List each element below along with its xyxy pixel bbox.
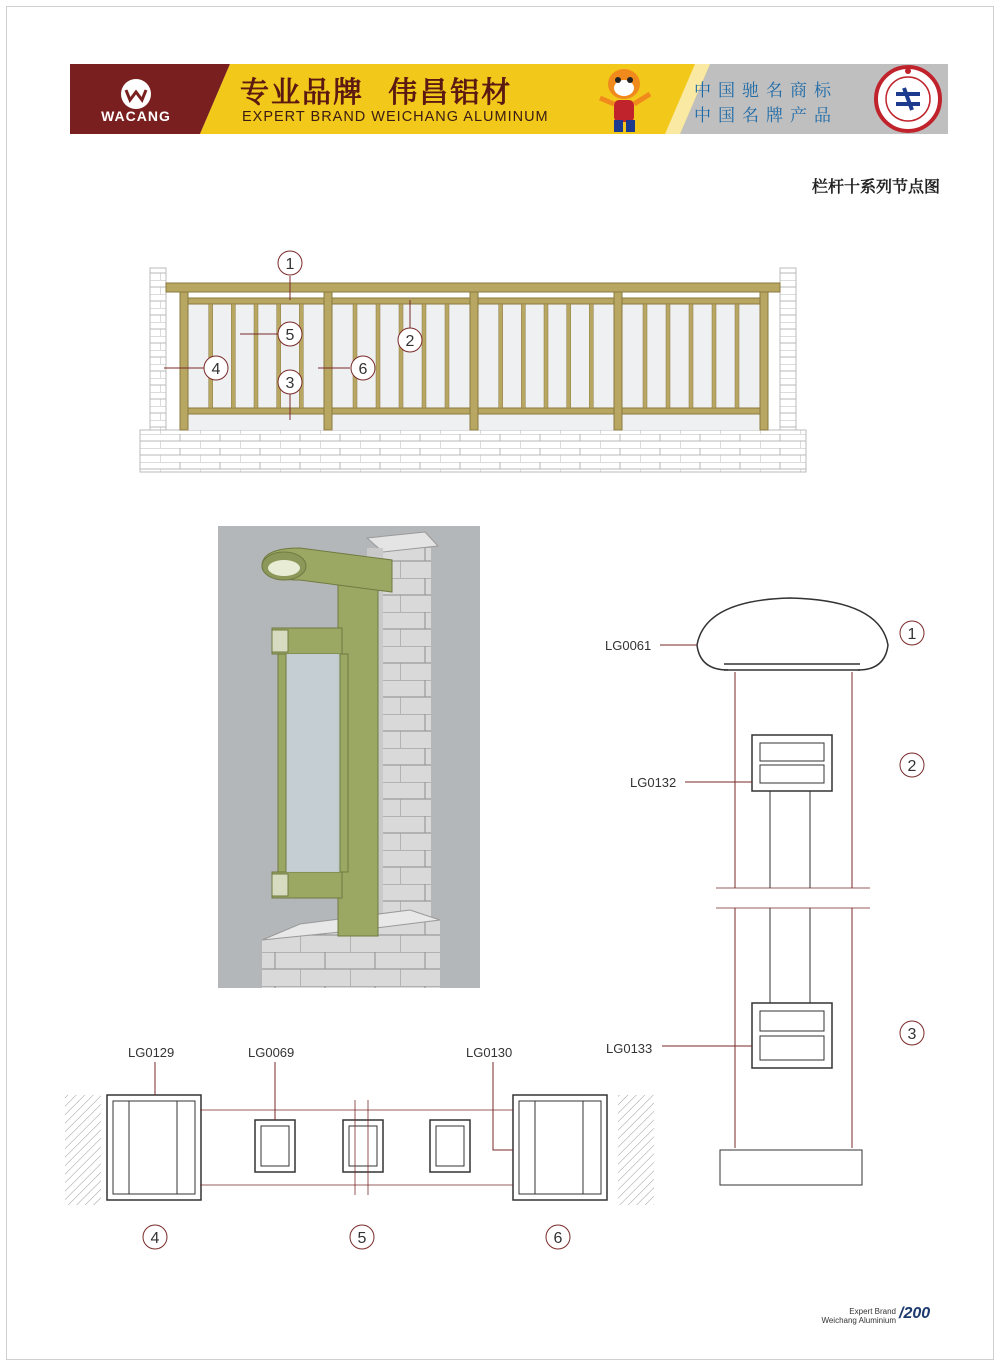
profile-label-lg0129: LG0129 bbox=[128, 1045, 175, 1060]
baluster bbox=[376, 304, 380, 408]
section-marker-2-label: 2 bbox=[907, 758, 917, 775]
honor-famous-trademark: 中国驰名商标 bbox=[694, 81, 838, 101]
section-marker-6 bbox=[546, 1225, 570, 1249]
baluster bbox=[712, 304, 716, 408]
baluster bbox=[666, 304, 670, 408]
baluster bbox=[499, 304, 503, 408]
callout-5-label: 5 bbox=[285, 327, 295, 344]
callout-1-label: 1 bbox=[285, 256, 295, 273]
callout-6-label: 6 bbox=[358, 361, 368, 378]
section-marker-5 bbox=[350, 1225, 374, 1249]
section-marker-5-label: 5 bbox=[357, 1230, 367, 1247]
baluster bbox=[299, 304, 303, 408]
callout-1 bbox=[278, 251, 302, 275]
section-marker-2 bbox=[900, 753, 924, 777]
baluster bbox=[544, 304, 548, 408]
baluster bbox=[209, 304, 213, 408]
callout-2 bbox=[398, 328, 422, 352]
footer-brand-line2: Weichang Aluminium bbox=[821, 1316, 896, 1325]
profile-label-lg0132: LG0132 bbox=[630, 775, 677, 790]
profile-label-lg0133: LG0133 bbox=[606, 1041, 653, 1056]
railing-elevation bbox=[140, 268, 806, 472]
baluster bbox=[445, 304, 449, 408]
page-title: 栏杆十系列节点图 bbox=[811, 177, 940, 196]
callout-6 bbox=[351, 356, 375, 380]
section-marker-1 bbox=[900, 621, 924, 645]
railing-3d-render bbox=[218, 526, 480, 988]
baluster bbox=[521, 304, 525, 408]
baluster bbox=[277, 304, 281, 408]
callout-3-label: 3 bbox=[285, 375, 295, 392]
section-marker-4 bbox=[143, 1225, 167, 1249]
honor-brand-product: 中国名牌产品 bbox=[694, 106, 838, 126]
profile-label-lg0069: LG0069 bbox=[248, 1045, 295, 1060]
page-number: /200 bbox=[899, 1305, 931, 1322]
footer-brand-line1: Expert Brand bbox=[849, 1307, 896, 1316]
callout-4 bbox=[204, 356, 228, 380]
baluster bbox=[643, 304, 647, 408]
brand-name: WACANG bbox=[101, 108, 171, 124]
baluster bbox=[353, 304, 357, 408]
callout-4-label: 4 bbox=[211, 361, 221, 378]
baluster bbox=[231, 304, 235, 408]
section-marker-3-label: 3 bbox=[907, 1026, 917, 1043]
section-marker-1-label: 1 bbox=[907, 626, 917, 643]
baluster bbox=[567, 304, 571, 408]
vertical-section bbox=[660, 598, 888, 1185]
profile-label-lg0130: LG0130 bbox=[466, 1045, 513, 1060]
slogan-english: EXPERT BRAND WEICHANG ALUMINUM bbox=[242, 109, 549, 125]
baluster bbox=[422, 304, 426, 408]
callout-3 bbox=[278, 370, 302, 394]
profile-label-lg0061: LG0061 bbox=[605, 638, 652, 653]
baluster bbox=[399, 304, 403, 408]
baluster bbox=[254, 304, 258, 408]
section-marker-4-label: 4 bbox=[150, 1230, 160, 1247]
callout-5 bbox=[278, 322, 302, 346]
baluster bbox=[689, 304, 693, 408]
baluster bbox=[589, 304, 593, 408]
section-marker-3 bbox=[900, 1021, 924, 1045]
section-marker-6-label: 6 bbox=[553, 1230, 563, 1247]
horizontal-section bbox=[65, 1062, 654, 1205]
callout-2-label: 2 bbox=[405, 333, 415, 350]
baluster bbox=[735, 304, 739, 408]
slogan-chinese: 专业品牌 伟昌铝材 bbox=[240, 75, 513, 109]
